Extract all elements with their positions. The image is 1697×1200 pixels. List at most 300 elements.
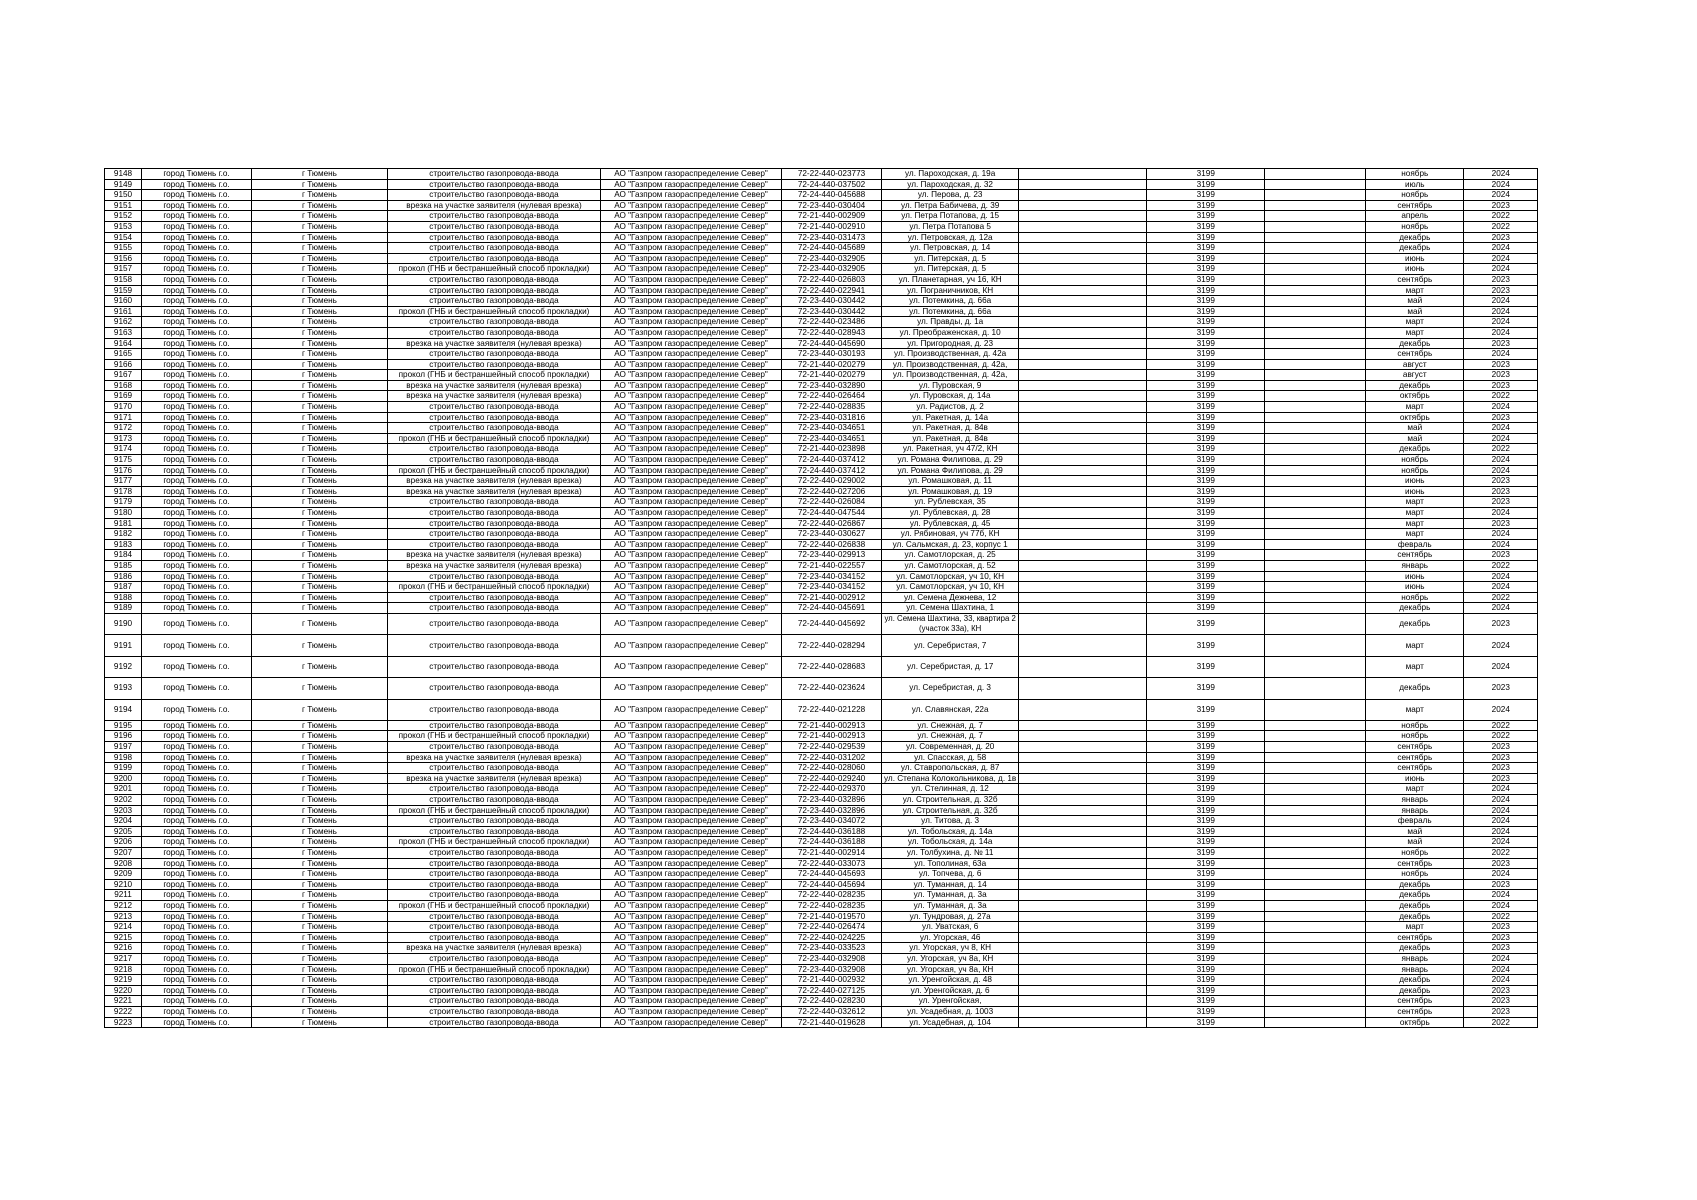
cell-address: ул. Ракетная, д. 84в bbox=[882, 433, 1019, 444]
cell-month: сентябрь bbox=[1366, 349, 1464, 360]
cell-settlement: г Тюмень bbox=[252, 975, 388, 986]
table-row bbox=[105, 423, 1538, 434]
cell-settlement: г Тюмень bbox=[252, 465, 388, 476]
cell-code: 3199 bbox=[1147, 169, 1265, 180]
cell-settlement: г Тюмень bbox=[252, 232, 388, 243]
cell-settlement: г Тюмень bbox=[252, 455, 388, 466]
cell-month: ноябрь bbox=[1366, 869, 1464, 880]
cell-empty bbox=[1265, 635, 1366, 656]
cell-code: 3199 bbox=[1147, 306, 1265, 317]
cell-municipality: город Тюмень г.о. bbox=[142, 932, 252, 943]
cell-application-number: 72-21-440-019628 bbox=[782, 1017, 882, 1028]
cell-address: ул. Сальмская, д. 23, корпус 1 bbox=[882, 539, 1019, 550]
cell-empty bbox=[1019, 465, 1147, 476]
cell-empty bbox=[1265, 349, 1366, 360]
cell-municipality: город Тюмень г.о. bbox=[142, 985, 252, 996]
cell-code: 3199 bbox=[1147, 211, 1265, 222]
cell-month: март bbox=[1366, 656, 1464, 677]
cell-number: 9193 bbox=[105, 678, 142, 699]
table-row bbox=[105, 795, 1538, 806]
cell-empty bbox=[1265, 742, 1366, 753]
cell-code: 3199 bbox=[1147, 327, 1265, 338]
cell-settlement: г Тюмень bbox=[252, 720, 388, 731]
cell-municipality: город Тюмень г.о. bbox=[142, 221, 252, 232]
cell-organization: АО "Газпром газораспределение Север" bbox=[601, 317, 782, 328]
cell-month: май bbox=[1366, 296, 1464, 307]
cell-number: 9204 bbox=[105, 816, 142, 827]
cell-empty bbox=[1265, 179, 1366, 190]
cell-municipality: город Тюмень г.о. bbox=[142, 731, 252, 742]
cell-organization: АО "Газпром газораспределение Север" bbox=[601, 211, 782, 222]
cell-work-type: строительство газопровода-ввода bbox=[388, 349, 601, 360]
cell-number: 9184 bbox=[105, 550, 142, 561]
cell-year: 2024 bbox=[1464, 900, 1538, 911]
cell-code: 3199 bbox=[1147, 402, 1265, 413]
cell-municipality: город Тюмень г.о. bbox=[142, 274, 252, 285]
cell-empty bbox=[1019, 1017, 1147, 1028]
table-row bbox=[105, 508, 1538, 519]
cell-code: 3199 bbox=[1147, 560, 1265, 571]
cell-organization: АО "Газпром газораспределение Север" bbox=[601, 497, 782, 508]
cell-address: ул. Семена Дежнева, 12 bbox=[882, 592, 1019, 603]
cell-code: 3199 bbox=[1147, 380, 1265, 391]
cell-municipality: город Тюмень г.о. bbox=[142, 720, 252, 731]
cell-empty bbox=[1019, 848, 1147, 859]
cell-municipality: город Тюмень г.о. bbox=[142, 656, 252, 677]
cell-month: октябрь bbox=[1366, 412, 1464, 423]
cell-application-number: 72-22-440-028683 bbox=[782, 656, 882, 677]
cell-month: апрель bbox=[1366, 211, 1464, 222]
cell-organization: АО "Газпром газораспределение Север" bbox=[601, 603, 782, 614]
cell-code: 3199 bbox=[1147, 837, 1265, 848]
cell-address: ул. Снежная, д. 7 bbox=[882, 731, 1019, 742]
cell-work-type: строительство газопровода-ввода bbox=[388, 253, 601, 264]
cell-work-type: строительство газопровода-ввода bbox=[388, 221, 601, 232]
cell-code: 3199 bbox=[1147, 433, 1265, 444]
cell-year: 2023 bbox=[1464, 232, 1538, 243]
cell-work-type: прокол (ГНБ и бестраншейный способ прокладки) bbox=[388, 306, 601, 317]
cell-year: 2024 bbox=[1464, 699, 1538, 720]
cell-settlement: г Тюмень bbox=[252, 317, 388, 328]
cell-empty bbox=[1265, 1006, 1366, 1017]
cell-number: 9207 bbox=[105, 848, 142, 859]
cell-empty bbox=[1265, 603, 1366, 614]
table-row bbox=[105, 742, 1538, 753]
cell-month: ноябрь bbox=[1366, 169, 1464, 180]
cell-address: ул. Перова, д. 23 bbox=[882, 190, 1019, 201]
table-row bbox=[105, 338, 1538, 349]
cell-settlement: г Тюмень bbox=[252, 200, 388, 211]
cell-organization: АО "Газпром газораспределение Север" bbox=[601, 296, 782, 307]
table-row bbox=[105, 190, 1538, 201]
cell-work-type: строительство газопровода-ввода bbox=[388, 497, 601, 508]
cell-municipality: город Тюмень г.о. bbox=[142, 900, 252, 911]
cell-work-type: строительство газопровода-ввода bbox=[388, 720, 601, 731]
cell-year: 2024 bbox=[1464, 455, 1538, 466]
cell-municipality: город Тюмень г.о. bbox=[142, 699, 252, 720]
cell-year: 2023 bbox=[1464, 985, 1538, 996]
cell-settlement: г Тюмень bbox=[252, 444, 388, 455]
cell-application-number: 72-23-440-031473 bbox=[782, 232, 882, 243]
cell-municipality: город Тюмень г.о. bbox=[142, 1017, 252, 1028]
cell-code: 3199 bbox=[1147, 190, 1265, 201]
cell-application-number: 72-24-440-037412 bbox=[782, 455, 882, 466]
cell-number: 9149 bbox=[105, 179, 142, 190]
cell-empty bbox=[1265, 444, 1366, 455]
table-row bbox=[105, 370, 1538, 381]
cell-month: сентябрь bbox=[1366, 550, 1464, 561]
cell-code: 3199 bbox=[1147, 529, 1265, 540]
cell-settlement: г Тюмень bbox=[252, 529, 388, 540]
cell-empty bbox=[1265, 816, 1366, 827]
cell-empty bbox=[1019, 582, 1147, 593]
cell-code: 3199 bbox=[1147, 359, 1265, 370]
cell-address: ул. Снежная, д. 7 bbox=[882, 720, 1019, 731]
cell-work-type: прокол (ГНБ и бестраншейный способ прокладки) bbox=[388, 370, 601, 381]
cell-address: ул. Рублевская, 35 bbox=[882, 497, 1019, 508]
cell-year: 2023 bbox=[1464, 742, 1538, 753]
cell-application-number: 72-23-440-032896 bbox=[782, 795, 882, 806]
cell-address: ул. Ракетная, уч 47/2, КН bbox=[882, 444, 1019, 455]
table-row bbox=[105, 391, 1538, 402]
cell-number: 9195 bbox=[105, 720, 142, 731]
cell-application-number: 72-22-440-028835 bbox=[782, 402, 882, 413]
cell-code: 3199 bbox=[1147, 349, 1265, 360]
cell-year: 2023 bbox=[1464, 943, 1538, 954]
table-row bbox=[105, 285, 1538, 296]
cell-work-type: строительство газопровода-ввода bbox=[388, 613, 601, 634]
cell-municipality: город Тюмень г.о. bbox=[142, 890, 252, 901]
cell-address: ул. Угорская, уч 8, КН bbox=[882, 943, 1019, 954]
table-row bbox=[105, 826, 1538, 837]
cell-application-number: 72-21-440-020279 bbox=[782, 370, 882, 381]
cell-application-number: 72-22-440-029539 bbox=[782, 742, 882, 753]
cell-organization: АО "Газпром газораспределение Север" bbox=[601, 635, 782, 656]
cell-municipality: город Тюмень г.о. bbox=[142, 816, 252, 827]
cell-code: 3199 bbox=[1147, 964, 1265, 975]
cell-year: 2024 bbox=[1464, 169, 1538, 180]
cell-empty bbox=[1265, 953, 1366, 964]
cell-year: 2023 bbox=[1464, 476, 1538, 487]
cell-empty bbox=[1019, 169, 1147, 180]
cell-number: 9155 bbox=[105, 243, 142, 254]
cell-year: 2022 bbox=[1464, 444, 1538, 455]
cell-code: 3199 bbox=[1147, 455, 1265, 466]
cell-municipality: город Тюмень г.о. bbox=[142, 805, 252, 816]
cell-year: 2022 bbox=[1464, 391, 1538, 402]
cell-organization: АО "Газпром газораспределение Север" bbox=[601, 720, 782, 731]
cell-settlement: г Тюмень bbox=[252, 773, 388, 784]
cell-municipality: город Тюмень г.о. bbox=[142, 508, 252, 519]
cell-code: 3199 bbox=[1147, 497, 1265, 508]
cell-address: ул. Степана Колокольникова, д. 1в bbox=[882, 773, 1019, 784]
cell-application-number: 72-22-440-028060 bbox=[782, 763, 882, 774]
cell-empty bbox=[1019, 190, 1147, 201]
cell-application-number: 72-24-440-045691 bbox=[782, 603, 882, 614]
table-row bbox=[105, 550, 1538, 561]
cell-work-type: строительство газопровода-ввода bbox=[388, 211, 601, 222]
table-row bbox=[105, 890, 1538, 901]
cell-number: 9179 bbox=[105, 497, 142, 508]
cell-settlement: г Тюмень bbox=[252, 900, 388, 911]
cell-empty bbox=[1019, 296, 1147, 307]
cell-settlement: г Тюмень bbox=[252, 699, 388, 720]
cell-year: 2023 bbox=[1464, 359, 1538, 370]
cell-application-number: 72-24-440-045694 bbox=[782, 879, 882, 890]
cell-address: ул. Ромашковая, д. 19 bbox=[882, 486, 1019, 497]
cell-address: ул. Пограничников, КН bbox=[882, 285, 1019, 296]
table-row bbox=[105, 539, 1538, 550]
cell-month: декабрь bbox=[1366, 890, 1464, 901]
cell-empty bbox=[1019, 678, 1147, 699]
cell-empty bbox=[1265, 391, 1366, 402]
table-row bbox=[105, 221, 1538, 232]
cell-municipality: город Тюмень г.о. bbox=[142, 529, 252, 540]
cell-work-type: строительство газопровода-ввода bbox=[388, 678, 601, 699]
cell-municipality: город Тюмень г.о. bbox=[142, 826, 252, 837]
cell-month: март bbox=[1366, 529, 1464, 540]
cell-empty bbox=[1265, 370, 1366, 381]
cell-application-number: 72-23-440-032908 bbox=[782, 964, 882, 975]
cell-month: декабрь bbox=[1366, 603, 1464, 614]
cell-empty bbox=[1265, 996, 1366, 1007]
cell-empty bbox=[1019, 964, 1147, 975]
cell-number: 9220 bbox=[105, 985, 142, 996]
cell-municipality: город Тюмень г.о. bbox=[142, 455, 252, 466]
cell-code: 3199 bbox=[1147, 900, 1265, 911]
cell-empty bbox=[1019, 327, 1147, 338]
cell-application-number: 72-22-440-026867 bbox=[782, 518, 882, 529]
cell-year: 2024 bbox=[1464, 243, 1538, 254]
cell-code: 3199 bbox=[1147, 699, 1265, 720]
cell-number: 9173 bbox=[105, 433, 142, 444]
cell-code: 3199 bbox=[1147, 200, 1265, 211]
cell-month: январь bbox=[1366, 560, 1464, 571]
cell-empty bbox=[1019, 518, 1147, 529]
cell-month: август bbox=[1366, 370, 1464, 381]
cell-code: 3199 bbox=[1147, 848, 1265, 859]
cell-year: 2024 bbox=[1464, 869, 1538, 880]
table-row bbox=[105, 571, 1538, 582]
cell-month: ноябрь bbox=[1366, 848, 1464, 859]
cell-address: ул. Серебристая, 7 bbox=[882, 635, 1019, 656]
cell-empty bbox=[1019, 805, 1147, 816]
cell-address: ул. Угорская, уч 8а, КН bbox=[882, 953, 1019, 964]
cell-application-number: 72-24-440-045688 bbox=[782, 190, 882, 201]
cell-settlement: г Тюмень bbox=[252, 539, 388, 550]
cell-code: 3199 bbox=[1147, 539, 1265, 550]
cell-settlement: г Тюмень bbox=[252, 359, 388, 370]
cell-organization: АО "Газпром газораспределение Север" bbox=[601, 784, 782, 795]
cell-empty bbox=[1265, 560, 1366, 571]
cell-empty bbox=[1265, 720, 1366, 731]
table-row bbox=[105, 465, 1538, 476]
cell-empty bbox=[1265, 243, 1366, 254]
cell-municipality: город Тюмень г.о. bbox=[142, 444, 252, 455]
cell-empty bbox=[1265, 943, 1366, 954]
cell-application-number: 72-22-440-022941 bbox=[782, 285, 882, 296]
cell-municipality: город Тюмень г.о. bbox=[142, 603, 252, 614]
cell-settlement: г Тюмень bbox=[252, 221, 388, 232]
cell-organization: АО "Газпром газораспределение Север" bbox=[601, 253, 782, 264]
cell-application-number: 72-23-440-030442 bbox=[782, 296, 882, 307]
cell-code: 3199 bbox=[1147, 582, 1265, 593]
table-row bbox=[105, 402, 1538, 413]
cell-settlement: г Тюмень bbox=[252, 613, 388, 634]
cell-municipality: город Тюмень г.о. bbox=[142, 200, 252, 211]
cell-address: ул. Спасская, д. 58 bbox=[882, 752, 1019, 763]
cell-empty bbox=[1265, 423, 1366, 434]
cell-empty bbox=[1265, 455, 1366, 466]
cell-year: 2022 bbox=[1464, 911, 1538, 922]
cell-empty bbox=[1019, 996, 1147, 1007]
cell-work-type: врезка на участке заявителя (нулевая врезка) bbox=[388, 338, 601, 349]
cell-number: 9153 bbox=[105, 221, 142, 232]
cell-municipality: город Тюмень г.о. bbox=[142, 380, 252, 391]
cell-application-number: 72-22-440-032612 bbox=[782, 1006, 882, 1017]
cell-work-type: строительство газопровода-ввода bbox=[388, 784, 601, 795]
cell-municipality: город Тюмень г.о. bbox=[142, 296, 252, 307]
cell-number: 9205 bbox=[105, 826, 142, 837]
cell-number: 9192 bbox=[105, 656, 142, 677]
cell-organization: АО "Газпром газораспределение Север" bbox=[601, 529, 782, 540]
cell-application-number: 72-24-440-045690 bbox=[782, 338, 882, 349]
cell-application-number: 72-21-440-002932 bbox=[782, 975, 882, 986]
cell-empty bbox=[1019, 763, 1147, 774]
cell-year: 2024 bbox=[1464, 805, 1538, 816]
cell-address: ул. Романа Филипова, д. 29 bbox=[882, 455, 1019, 466]
cell-settlement: г Тюмень bbox=[252, 656, 388, 677]
cell-application-number: 72-22-440-026084 bbox=[782, 497, 882, 508]
cell-empty bbox=[1265, 869, 1366, 880]
cell-application-number: 72-22-440-026464 bbox=[782, 391, 882, 402]
table-row bbox=[105, 444, 1538, 455]
cell-year: 2023 bbox=[1464, 858, 1538, 869]
cell-code: 3199 bbox=[1147, 890, 1265, 901]
cell-year: 2024 bbox=[1464, 964, 1538, 975]
cell-address: ул. Петра Бабичева, д. 39 bbox=[882, 200, 1019, 211]
cell-year: 2024 bbox=[1464, 953, 1538, 964]
cell-empty bbox=[1265, 985, 1366, 996]
cell-year: 2024 bbox=[1464, 975, 1538, 986]
table-row bbox=[105, 773, 1538, 784]
cell-number: 9164 bbox=[105, 338, 142, 349]
cell-address: ул. Строительная, д. 32б bbox=[882, 795, 1019, 806]
cell-application-number: 72-23-440-032908 bbox=[782, 953, 882, 964]
cell-organization: АО "Газпром газораспределение Север" bbox=[601, 869, 782, 880]
cell-number: 9191 bbox=[105, 635, 142, 656]
cell-empty bbox=[1265, 317, 1366, 328]
table-row bbox=[105, 169, 1538, 180]
cell-month: март bbox=[1366, 518, 1464, 529]
cell-empty bbox=[1019, 795, 1147, 806]
cell-municipality: город Тюмень г.о. bbox=[142, 837, 252, 848]
cell-code: 3199 bbox=[1147, 550, 1265, 561]
cell-month: сентябрь bbox=[1366, 274, 1464, 285]
cell-settlement: г Тюмень bbox=[252, 964, 388, 975]
cell-number: 9212 bbox=[105, 900, 142, 911]
cell-address: ул. Строительная, д. 32б bbox=[882, 805, 1019, 816]
cell-municipality: город Тюмень г.о. bbox=[142, 858, 252, 869]
cell-month: июнь bbox=[1366, 253, 1464, 264]
cell-organization: АО "Газпром газораспределение Север" bbox=[601, 763, 782, 774]
cell-settlement: г Тюмень bbox=[252, 274, 388, 285]
cell-municipality: город Тюмень г.о. bbox=[142, 795, 252, 806]
cell-month: июль bbox=[1366, 179, 1464, 190]
cell-empty bbox=[1265, 592, 1366, 603]
table-row bbox=[105, 678, 1538, 699]
cell-work-type: строительство газопровода-ввода bbox=[388, 816, 601, 827]
cell-code: 3199 bbox=[1147, 476, 1265, 487]
cell-application-number: 72-23-440-032890 bbox=[782, 380, 882, 391]
cell-empty bbox=[1019, 497, 1147, 508]
cell-settlement: г Тюмень bbox=[252, 582, 388, 593]
cell-month: декабрь bbox=[1366, 380, 1464, 391]
cell-empty bbox=[1019, 264, 1147, 275]
cell-work-type: врезка на участке заявителя (нулевая врезка) bbox=[388, 200, 601, 211]
cell-month: декабрь bbox=[1366, 911, 1464, 922]
cell-number: 9165 bbox=[105, 349, 142, 360]
cell-empty bbox=[1019, 932, 1147, 943]
cell-application-number: 72-23-440-034651 bbox=[782, 423, 882, 434]
cell-municipality: город Тюмень г.о. bbox=[142, 773, 252, 784]
cell-empty bbox=[1265, 975, 1366, 986]
cell-number: 9163 bbox=[105, 327, 142, 338]
cell-empty bbox=[1265, 613, 1366, 634]
table-row bbox=[105, 1006, 1538, 1017]
cell-municipality: город Тюмень г.о. bbox=[142, 678, 252, 699]
cell-year: 2024 bbox=[1464, 826, 1538, 837]
cell-work-type: прокол (ГНБ и бестраншейный способ прокладки) bbox=[388, 264, 601, 275]
table-row bbox=[105, 380, 1538, 391]
cell-settlement: г Тюмень bbox=[252, 837, 388, 848]
cell-organization: АО "Газпром газораспределение Север" bbox=[601, 1017, 782, 1028]
cell-application-number: 72-21-440-022557 bbox=[782, 560, 882, 571]
cell-empty bbox=[1019, 911, 1147, 922]
table-row bbox=[105, 497, 1538, 508]
cell-code: 3199 bbox=[1147, 423, 1265, 434]
table-row bbox=[105, 476, 1538, 487]
cell-municipality: город Тюмень г.о. bbox=[142, 486, 252, 497]
cell-settlement: г Тюмень bbox=[252, 996, 388, 1007]
cell-organization: АО "Газпром газораспределение Север" bbox=[601, 274, 782, 285]
cell-number: 9158 bbox=[105, 274, 142, 285]
cell-year: 2024 bbox=[1464, 306, 1538, 317]
cell-address: ул. Уренгойская, д. 6 bbox=[882, 985, 1019, 996]
cell-number: 9185 bbox=[105, 560, 142, 571]
cell-month: декабрь bbox=[1366, 613, 1464, 634]
cell-empty bbox=[1019, 742, 1147, 753]
cell-work-type: строительство газопровода-ввода bbox=[388, 169, 601, 180]
table-body bbox=[105, 169, 1538, 1028]
table-row bbox=[105, 243, 1538, 254]
cell-month: август bbox=[1366, 359, 1464, 370]
cell-work-type: прокол (ГНБ и бестраншейный способ прокладки) bbox=[388, 805, 601, 816]
cell-month: январь bbox=[1366, 805, 1464, 816]
cell-number: 9174 bbox=[105, 444, 142, 455]
cell-number: 9172 bbox=[105, 423, 142, 434]
cell-empty bbox=[1265, 763, 1366, 774]
cell-organization: АО "Газпром газораспределение Север" bbox=[601, 571, 782, 582]
cell-month: май bbox=[1366, 826, 1464, 837]
cell-settlement: г Тюмень bbox=[252, 476, 388, 487]
cell-empty bbox=[1019, 200, 1147, 211]
cell-work-type: врезка на участке заявителя (нулевая врезка) bbox=[388, 773, 601, 784]
cell-empty bbox=[1019, 592, 1147, 603]
cell-work-type: врезка на участке заявителя (нулевая врезка) bbox=[388, 943, 601, 954]
cell-year: 2024 bbox=[1464, 508, 1538, 519]
cell-application-number: 72-23-440-031816 bbox=[782, 412, 882, 423]
